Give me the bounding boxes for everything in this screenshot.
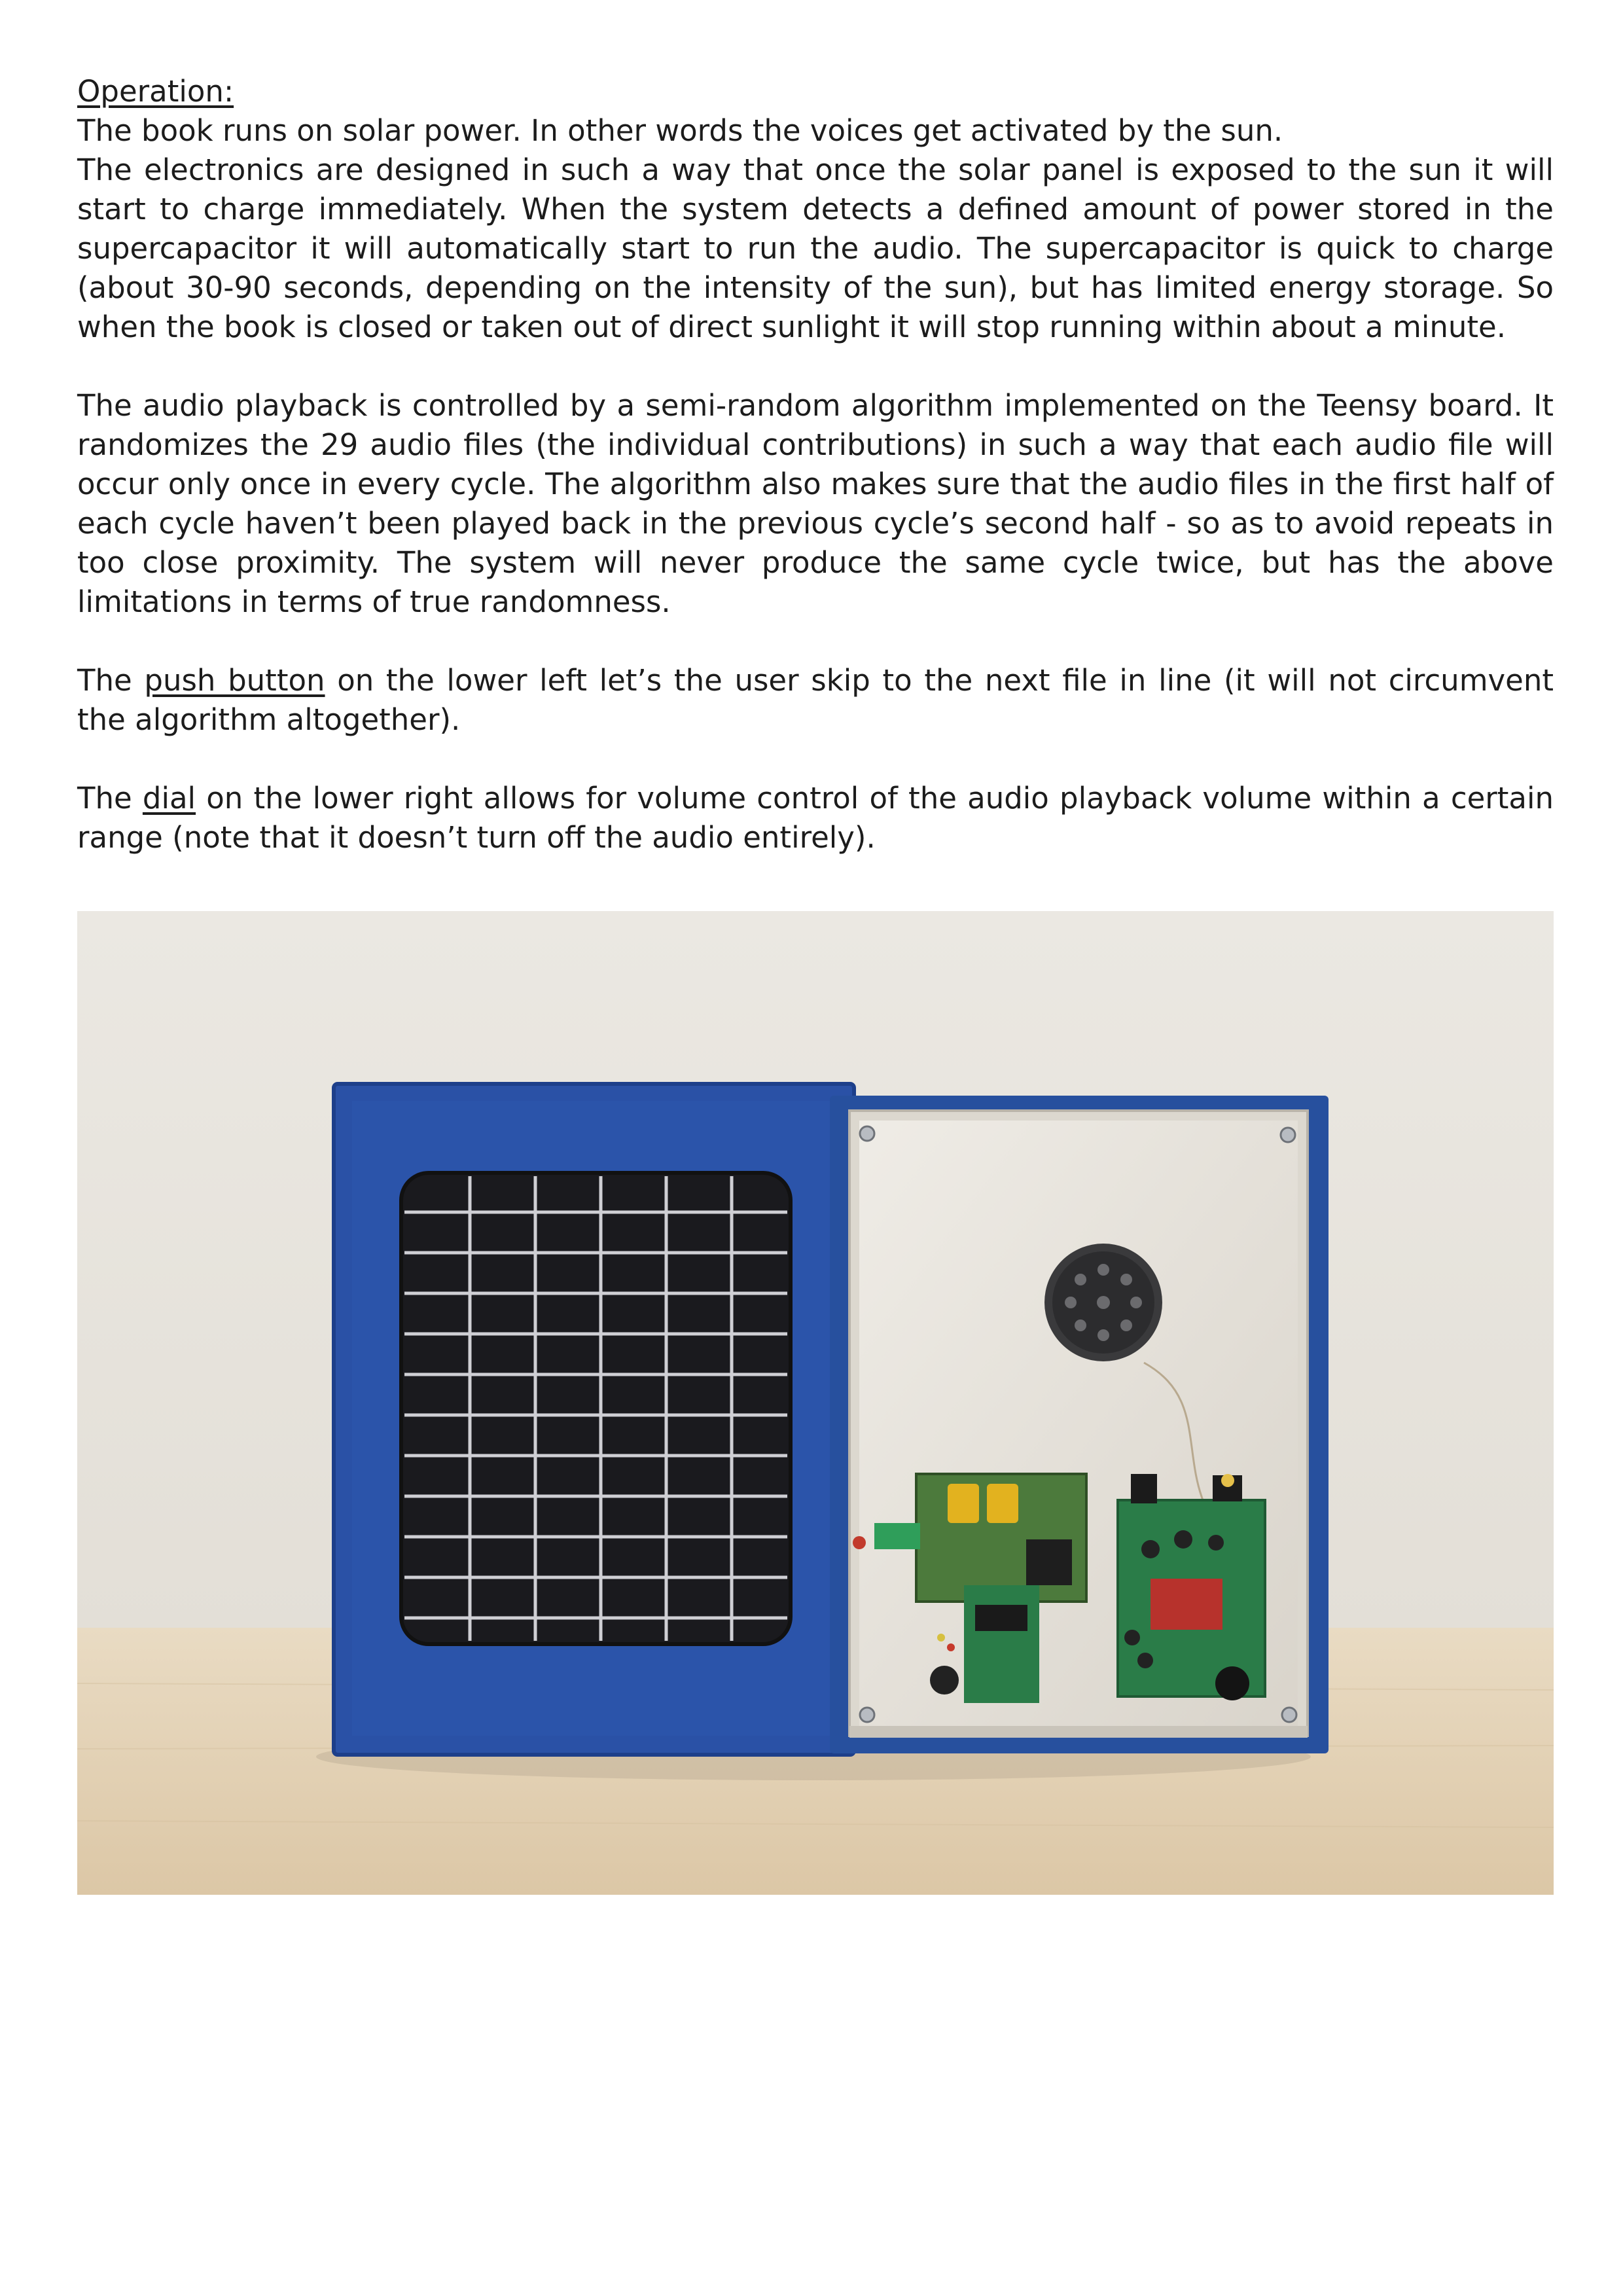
section-heading: Operation:	[77, 74, 234, 109]
dial-term: dial	[142, 781, 196, 816]
solar-panel	[401, 1173, 791, 1644]
push-button-term: push button	[144, 663, 325, 698]
volume-dial	[1215, 1666, 1249, 1700]
push-button-paragraph: The push button on the lower left let’s the user skip to the next file in line (it will not circumvent the algorithm altogether).	[77, 663, 1554, 737]
dial-paragraph: The dial on the lower right allows for volume control of the audio playback volume within a certain range (note that it doesn’t turn off the audio entirely).	[77, 781, 1554, 855]
algorithm-paragraph: The audio playback is controlled by a semi-random algorithm implemented on the Teensy board. It randomizes the 29 audio files (the individual contributions) in such a way that each audio file will occur only once in every cycle. The algorithm also makes sure that the audio files in the first half of each cycle haven’t been played back in the previous cycle’s second half - so as to avoid repeats in too close proximity. The system will never produce the same cycle twice, but has the above limitations in terms of true randomness.	[77, 388, 1554, 619]
book-photo	[77, 911, 1554, 1895]
intro-paragraph: The book runs on solar power. In other words the voices get activated by the sun.	[77, 113, 1283, 148]
speaker	[1044, 1244, 1162, 1361]
book-photo-svg	[77, 911, 1554, 1895]
document-body	[77, 72, 1554, 857]
electronics-paragraph: The electronics are designed in such a way that once the solar panel is exposed to the sun it will start to charge immediately. When the system detects a defined amount of power stored in the supercapacitor it will automatically start to run the audio. The supercapacitor is quick to charge (about 30-90 seconds, depending on the intensity of the sun), but has limited energy storage. So when the book is closed or taken out of direct sunlight it will stop running within about a minute.	[77, 152, 1554, 344]
amplifier-board	[1118, 1474, 1265, 1700]
